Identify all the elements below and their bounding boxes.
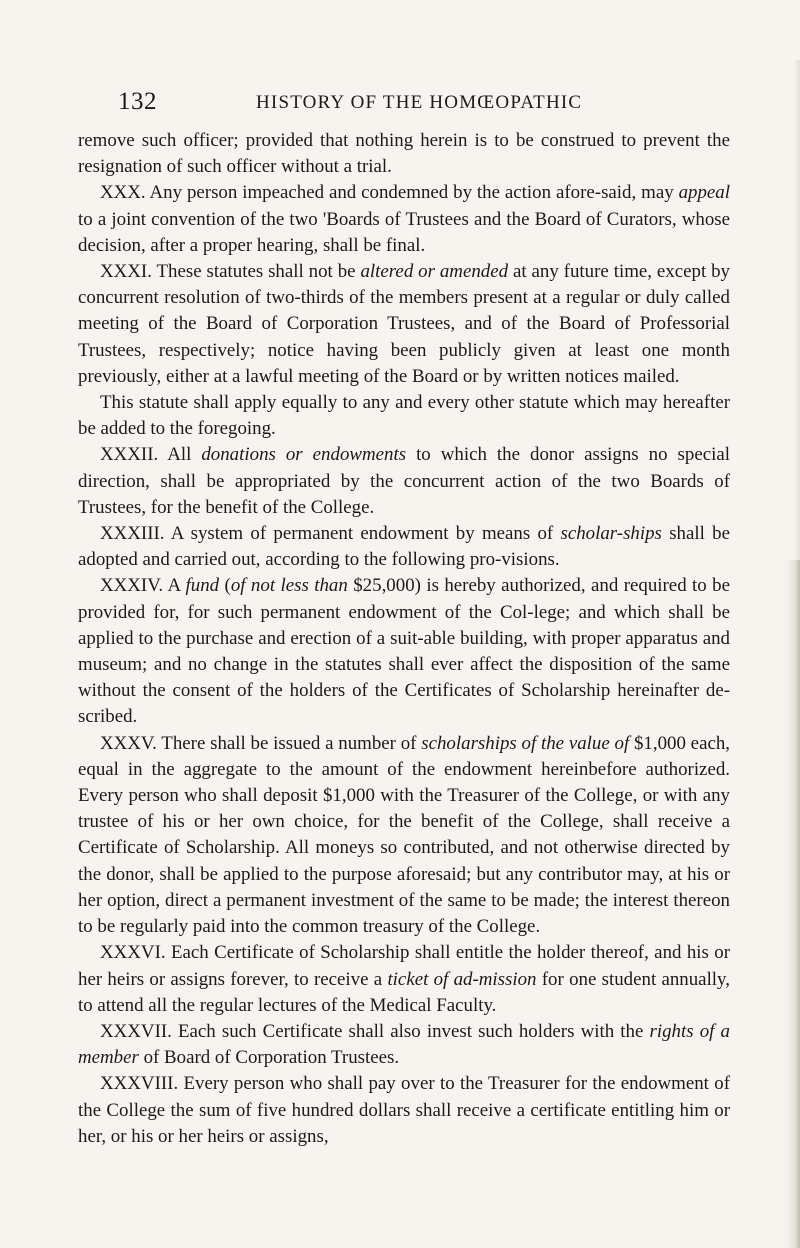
text-run: to which the donor assigns no special direction, shall be appropriated by the concurrent action of the two Boards of Trustees, for the benefit of the College. (78, 444, 730, 518)
italic-text: rights of a member (78, 1020, 730, 1069)
text-run: $25,000) is hereby authorized, and required to be provided for, for such permanent endowment of the Col-lege; and which shall be applied to the purchase and erection of a suit-able building, with proper apparatus and museum; and no change in the statutes shall ever affect the disposition of the same without the consent of the holders of the Certificates of Scholarship hereinafter de-scribed. (78, 575, 730, 728)
page-edge-shadow (786, 560, 800, 1248)
paragraph-p0 (78, 128, 730, 180)
text-run: XXXII. All (100, 444, 202, 466)
paragraph-p35 (78, 731, 730, 941)
italic-text: of not less than (230, 575, 348, 597)
italic-text: donations or endowments (201, 444, 407, 466)
paragraph-p30 (78, 180, 730, 259)
paragraph-p37 (78, 1019, 730, 1071)
text-run: at any future time, except by concurrent resolution of two-thirds of the members present at a regular or duly called meeting of the Board of Corporation Trustees, and of the Board of Professorial Trustees, respectively; notice having been publicly given at least one month previously, either at a lawful meeting of the Board or by written notices mailed. (78, 261, 730, 387)
text-run: of Board of Corporation Trustees. (138, 1047, 400, 1069)
paragraph-p36 (78, 940, 730, 1019)
text-run: XXXVII. Each such Certificate shall also invest such holders with the (100, 1020, 650, 1042)
text-run: XXX. Any person impeached and condemned by the action afore-said, may (100, 182, 679, 204)
book-page (78, 88, 730, 1150)
text-run: XXXIII. A system of permanent endowment by means of (100, 523, 561, 545)
text-run: XXXI. These statutes shall not be (100, 261, 361, 283)
text-run: for one student annually, to attend all the regular lectures of the Medical Faculty. (78, 968, 731, 1016)
text-run: to a joint convention of the two 'Boards of Trustees and the Board of Curators, whose decision, after a proper hearing, shall be final. (78, 208, 730, 256)
italic-text: appeal (678, 182, 730, 204)
paragraph-p31b (78, 390, 730, 442)
text-run: ( (219, 575, 231, 597)
text-run: remove such officer; provided that nothing herein is to be construed to prevent the resignation of such officer without a trial. (78, 130, 730, 178)
paragraph-p33 (78, 521, 730, 573)
text-run: $1,000 each, equal in the aggregate to the amount of the endowment hereinbefore authorized. Every person who shall deposit $1,000 with the Treasurer of the College, or with any trustee of his or her own choice, for the benefit of the College, shall receive a Certificate of Scholarship. All moneys so contributed, and not otherwise directed by the donor, shall be applied to the purpose aforesaid; but any contributor may, at his or her option, direct a permanent investment of the same to be made; the interest thereon to be regularly paid into the common treasury of the College. (78, 732, 731, 938)
text-run: This statute shall apply equally to any and every other statute which may hereafter be added to the foregoing. (78, 392, 730, 440)
text-run: XXXV. There shall be issued a number of (100, 732, 422, 754)
paragraph-p38 (78, 1071, 730, 1150)
paragraph-p32 (78, 442, 730, 521)
page-edge-shadow-top (794, 60, 800, 560)
body-text (78, 128, 730, 1150)
text-run: XXXVI. Each Certificate of Scholarship shall entitle the holder thereof, and his or her heirs or assigns forever, to receive a (78, 942, 730, 990)
page-number: 132 (118, 88, 157, 115)
italic-text: altered or amended (360, 261, 509, 283)
paragraph-p31 (78, 259, 730, 390)
running-head: HISTORY OF THE HOMŒOPATHIC (256, 92, 583, 113)
paragraph-p34 (78, 573, 730, 730)
page-header (78, 88, 730, 118)
text-run: shall be adopted and carried out, according to the following pro-visions. (78, 523, 730, 571)
text-run: XXXVIII. Every person who shall pay over to the Treasurer for the endowment of the College the sum of five hundred dollars shall receive a certificate entitling him or her, or his or her heirs or assigns, (78, 1073, 730, 1147)
text-run: XXXIV. A (100, 575, 186, 597)
italic-text: scholar-ships (560, 523, 662, 545)
italic-text: fund (185, 575, 220, 597)
italic-text: ticket of ad-mission (387, 968, 537, 990)
italic-text: scholarships of the value of (421, 732, 630, 754)
